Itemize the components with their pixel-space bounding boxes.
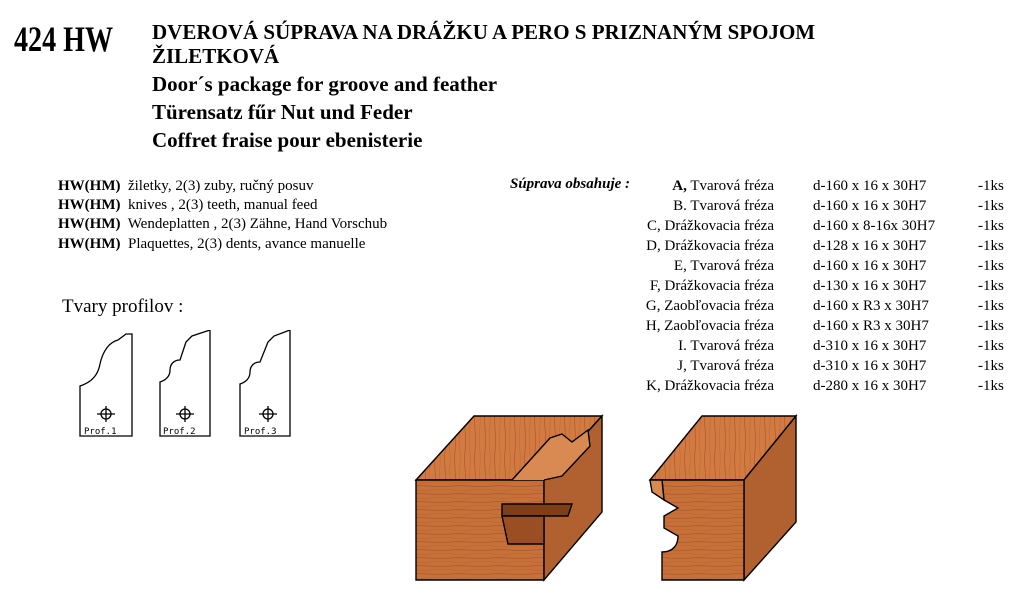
feature-line: HW(HM) Plaquettes, 2(3) dents, avance manuelle [58,236,366,252]
component-name [673,196,774,216]
component-size: d-160 x 16 x 30H7 [813,258,927,274]
component-qty: -1ks [978,298,1004,314]
component-name [672,176,774,196]
component-name [646,236,774,256]
profile-1-drawing [80,334,132,436]
title-slovak-line-1: DVEROVÁ SÚPRAVA NA DRÁŽKU A PERO S PRIZNANÝM SPOJOM [152,20,816,44]
component-letter: H, [645,318,661,334]
component-type: Zaobľovacia fréza [664,298,774,314]
component-letter: D, [646,238,661,254]
component-size: d-160 x 8-16x 30H7 [813,218,936,234]
profile-shapes [74,330,296,440]
feature-line: HW(HM) Wendeplatten , 2(3) Zähne, Hand Vorschub [58,216,388,232]
component-letter: A, [672,178,687,194]
component-qty: -1ks [978,238,1004,254]
component-size: d-310 x 16 x 30H7 [813,338,927,354]
title-slovak-line-2: ŽILETKOVÁ [152,44,280,68]
title-german: Türensatz fűr Nut und Feder [152,100,413,124]
component-name [674,256,774,276]
component-qty: -1ks [978,318,1004,334]
feature-line: HW(HM) žiletky, 2(3) zuby, ručný posuv [58,178,314,194]
profile-label: Prof.2 [163,427,196,437]
component-letter: G, [645,298,661,314]
component-letter: K, [646,378,661,394]
component-qty: -1ks [978,178,1004,194]
wood-piece-right [650,416,796,580]
component-type: Drážkovacia fréza [664,238,774,254]
component-qty: -1ks [978,198,1004,214]
component-qty: -1ks [978,338,1004,354]
component-qty: -1ks [978,278,1004,294]
component-size: d-130 x 16 x 30H7 [813,278,927,294]
component-qty: -1ks [978,218,1004,234]
component-type: Tvarová fréza [690,258,774,274]
component-name [678,336,774,356]
component-name [646,316,774,336]
wood-joint-illustration [412,412,812,584]
title-english: Door´s package for groove and feather [152,72,498,96]
component-name [646,376,774,396]
component-name [677,356,774,376]
profile-3-drawing [240,330,290,436]
component-type: Tvarová fréza [690,178,774,194]
component-size: d-160 x 16 x 30H7 [813,198,927,214]
wood-piece-left [416,416,602,580]
component-name [646,296,774,316]
component-type: Drážkovacia fréza [664,378,774,394]
component-letter: F, [649,278,661,294]
component-size: d-160 x 16 x 30H7 [813,178,927,194]
component-qty: -1ks [978,358,1004,374]
title-french: Coffret fraise pour ebenisterie [152,128,423,152]
product-code: 424 HW [14,19,114,59]
component-type: Drážkovacia fréza [664,218,774,234]
component-letter: C, [646,218,661,234]
feature-line: HW(HM) knives , 2(3) teeth, manual feed [58,197,318,213]
component-name [650,276,774,296]
component-letter: E, [673,258,687,274]
contents-label: Súprava obsahuje : [510,176,631,192]
component-size: d-160 x R3 x 30H7 [813,298,929,314]
component-type: Tvarová fréza [690,198,774,214]
component-letter: B. [673,198,687,214]
profile-label: Prof.1 [84,427,117,437]
component-type: Tvarová fréza [690,358,774,374]
component-qty: -1ks [978,378,1004,394]
component-size: d-128 x 16 x 30H7 [813,238,927,254]
component-letter: J, [677,358,687,374]
component-type: Tvarová fréza [690,338,774,354]
component-size: d-280 x 16 x 30H7 [813,378,927,394]
profile-2-drawing [160,330,210,436]
component-type: Zaobľovacia fréza [664,318,774,334]
profile-label: Prof.3 [244,427,277,437]
component-name [647,216,774,236]
component-letter: I. [678,338,687,354]
component-size: d-160 x R3 x 30H7 [813,318,929,334]
profiles-label: Tvary profilov : [62,296,184,317]
component-type: Drážkovacia fréza [664,278,774,294]
component-qty: -1ks [978,258,1004,274]
component-size: d-310 x 16 x 30H7 [813,358,927,374]
